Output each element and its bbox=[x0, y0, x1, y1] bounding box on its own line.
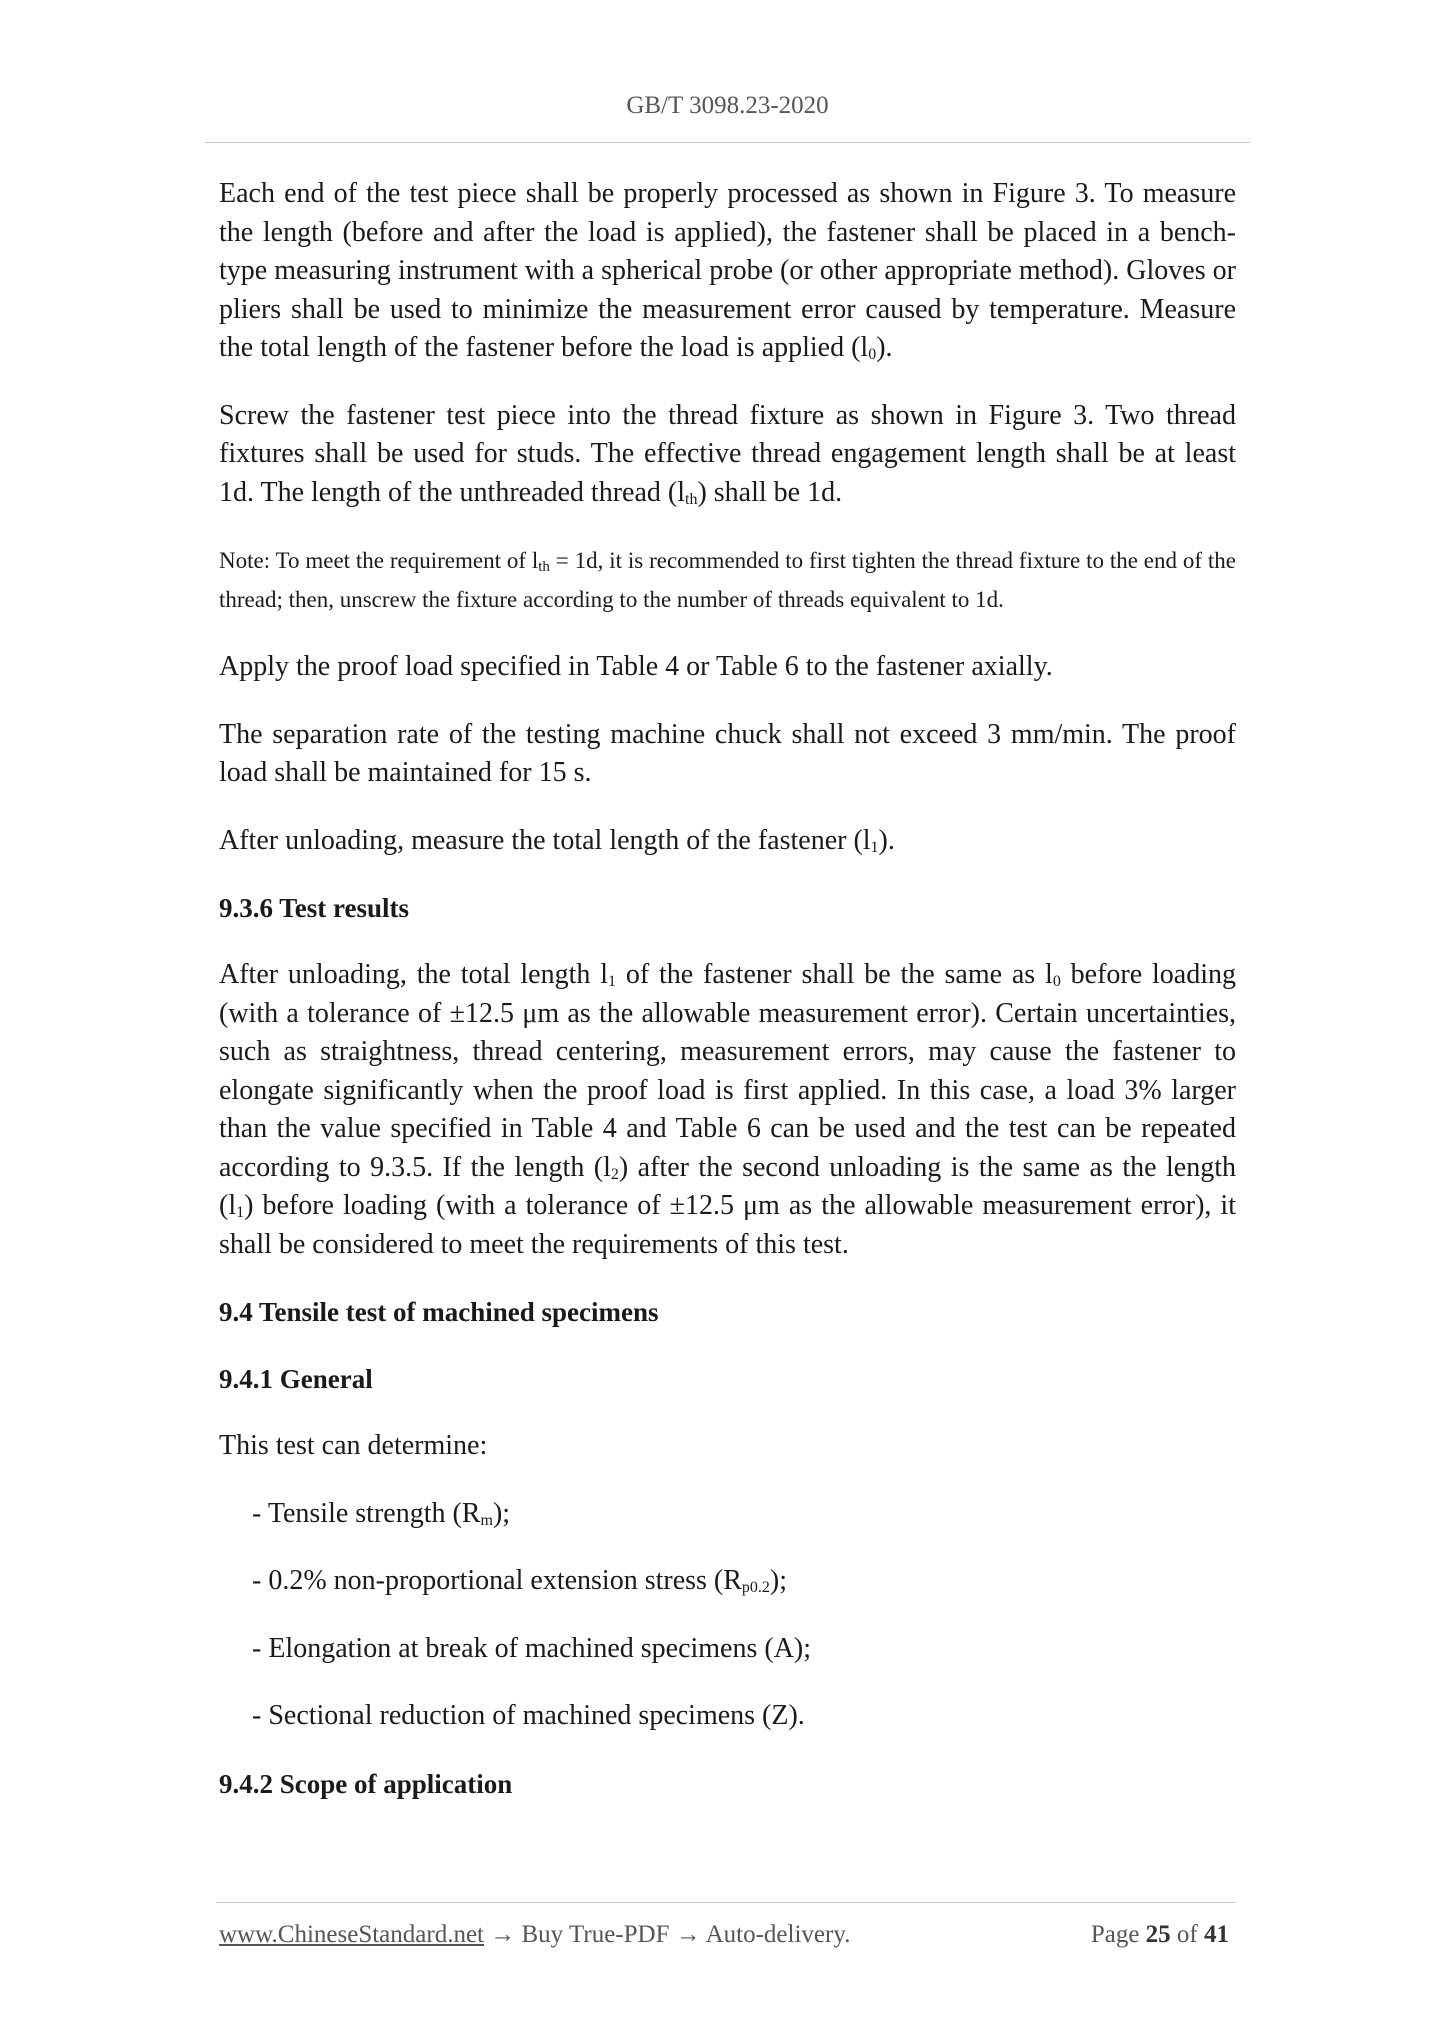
heading-9-4-2: 9.4.2 Scope of application bbox=[219, 1768, 513, 1799]
heading-9-4-1: 9.4.1 General bbox=[219, 1364, 373, 1394]
current-page: 25 bbox=[1145, 1921, 1171, 1948]
list-item-extension-stress: - 0.2% non-proportional extension stress $(R_{p0.2})$; bbox=[252, 1565, 788, 1596]
heading-9-3-6: 9.3.6 Test results bbox=[219, 893, 410, 923]
paragraph-separation-rate: The separation rate of the testing machine chuck shall not exceed 3 mm/min. The proof load shall be maintained for 15 s. bbox=[219, 718, 1236, 788]
paragraph-measure-length: Each end of the test piece shall be properly processed as shown in Figure 3. To measure the length (before and after the load is applied), the fastener shall be placed in a bench-type measuring instrument with a spherical probe (or other appropriate method). Gloves or pliers shall be used to minimize the measurement error caused by temperature. Measure the total length of the fastener before the load is applied $(l_0)$. bbox=[219, 178, 1236, 363]
paragraph-thread-fixture: Screw the fastener test piece into the thread fixture as shown in Figure 3. Two thread fixtures shall be used for studs. The effective thread engagement length shall be at least 1d. The length of the unthreaded thread $(l_{th})$ shall be 1d. bbox=[219, 399, 1236, 508]
list-item-sectional-reduction: - Sectional reduction of machined specimens (Z). bbox=[252, 1700, 805, 1731]
paragraph-after-unloading: After unloading, measure the total length of the fastener $(l_1)$. bbox=[219, 824, 895, 856]
paragraph-apply-load: Apply the proof load specified in Table 4 or Table 6 to the fastener axially. bbox=[219, 651, 1053, 682]
heading-9-4: 9.4 Tensile test of machined specimens bbox=[219, 1297, 659, 1327]
running-header: GB/T 3098.23-2020 bbox=[626, 92, 829, 119]
page-counter: Page 25 of 41 bbox=[1090, 1921, 1229, 1948]
page-body bbox=[219, 175, 1236, 1803]
footer-left bbox=[219, 1918, 850, 1952]
website-link[interactable]: www.ChineseStandard.net bbox=[219, 1921, 484, 1948]
paragraph-this-test: This test can determine: bbox=[219, 1430, 488, 1461]
total-pages: 41 bbox=[1204, 1921, 1229, 1948]
list-item-tensile-strength: - Tensile strength $(R_m)$; bbox=[252, 1497, 511, 1529]
footer-tagline: → Buy True-PDF → Auto-delivery. bbox=[484, 1921, 851, 1948]
note-paragraph: Note: To meet the requirement of $l_{th} = 1d$, it is recommended to first tighten the thread fixture to the end of the thread; then, unscrew the fixture according to the number of threads equivalent to 1d. bbox=[219, 548, 1236, 612]
footer-divider bbox=[216, 1902, 1236, 1903]
paragraph-test-results: After unloading, the total length $l_1$ of the fastener shall be the same as $l_0$ before loading (with a tolerance of ±12.5 μm as the allowable measurement error). Certain uncertainties, such as straightness, thread centering, measurement errors, may cause the fastener to elongate significantly when the proof load is first applied. In this case, a load 3% larger than the value specified in Table 4 and Table 6 can be used and the test can be repeated according to 9.3.5. If the length $(l_2)$ after the second unloading is the same as the length $(l_1)$ before loading (with a tolerance of ±12.5 μm as the allowable measurement error), it shall be considered to meet the requirements of this test. bbox=[219, 959, 1236, 1260]
list-item-elongation: - Elongation at break of machined specimens (A); bbox=[252, 1632, 812, 1664]
header-divider bbox=[205, 142, 1250, 143]
